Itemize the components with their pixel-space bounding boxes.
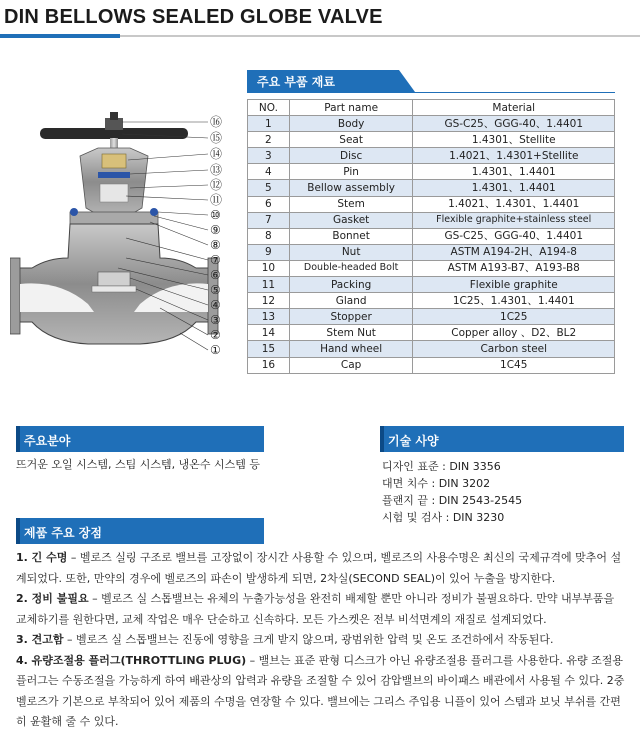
spec-flange-end: 플랜지 끝 : DIN 2543-2545 (382, 494, 523, 507)
part-name: Double-headed Bolt (289, 260, 413, 276)
feature-title: 3. 견고함 (16, 633, 64, 646)
feature-title: 4. 유량조절용 플러그(THROTTLING PLUG) (16, 653, 247, 667)
part-material: 1.4301、1.4401 (413, 180, 615, 196)
part-name: Seat (289, 132, 413, 148)
callout-4: ④ (210, 298, 221, 312)
feature-text: – 벨로즈 실 스톱밸브는 유체의 누출가능성을 완전히 배제할 뿐만 아니라 정비가 불필요하다. 만약 내부부품을 교체하기를 원한다면, 교체 작업은 매우 단순하고 신속하다. 모든 가스켓은 전부 비석면계의 재질로 설계되었다. (16, 592, 615, 626)
applications-text: 뜨거운 오일 시스템, 스팀 시스템, 냉온수 시스템 등 (16, 458, 260, 471)
feature-title: 1. 긴 수명 (16, 551, 68, 564)
feature-item (16, 651, 628, 733)
feature-item (16, 548, 628, 589)
callout-2: ② (210, 328, 221, 342)
row-number: 15 (248, 341, 290, 357)
row-number: 8 (248, 228, 290, 244)
row-number: 3 (248, 148, 290, 164)
row-number: 14 (248, 325, 290, 341)
part-material: 1C45 (413, 357, 615, 373)
callout-8: ⑧ (210, 238, 221, 252)
part-material: GS-C25、GGG-40、1.4401 (413, 228, 615, 244)
row-number: 1 (248, 116, 290, 132)
feature-item (16, 589, 628, 630)
callout-5: ⑤ (210, 283, 221, 297)
row-number: 12 (248, 293, 290, 309)
table-row (248, 180, 615, 196)
column-header-material: Material (413, 100, 615, 116)
part-name: Gland (289, 293, 413, 309)
table-row (248, 132, 615, 148)
disc-shape (98, 272, 130, 286)
column-header-part-name: Part name (289, 100, 413, 116)
part-name: Bonnet (289, 228, 413, 244)
spec-design-standard: 디자인 표준 : DIN 3356 (382, 460, 501, 473)
row-number: 6 (248, 196, 290, 212)
table-row (248, 260, 615, 276)
part-name: Hand wheel (289, 341, 413, 357)
part-material: 1.4021、1.4301+Stellite (413, 148, 615, 164)
row-number: 5 (248, 180, 290, 196)
title-accent-bar (0, 34, 120, 38)
table-row (248, 164, 615, 180)
specs-list (382, 458, 522, 526)
part-material: Copper alloy 、D2、BL2 (413, 325, 615, 341)
callout-12: ⑫ (210, 178, 223, 192)
feature-text: – 벨로즈 실 스톱밸브는 진동에 영향을 크게 받지 않으며, 광범위한 압력 및 온도 조건하에서 작동된다. (63, 633, 554, 646)
part-name: Body (289, 116, 413, 132)
part-material: Flexible graphite+stainless steel (413, 212, 615, 228)
part-name: Nut (289, 244, 413, 260)
parts-material-table (247, 99, 615, 374)
part-material: 1C25、1.4301、1.4401 (413, 293, 615, 309)
part-name: Stem (289, 196, 413, 212)
row-number: 10 (248, 260, 290, 276)
part-name: Stopper (289, 309, 413, 325)
row-number: 13 (248, 309, 290, 325)
part-material: Carbon steel (413, 341, 615, 357)
part-material: ASTM A193-B7、A193-B8 (413, 260, 615, 276)
table-row (248, 148, 615, 164)
table-row (248, 309, 615, 325)
callout-9: ⑨ (210, 223, 221, 237)
callout-16: ⑯ (210, 115, 223, 129)
row-number: 7 (248, 212, 290, 228)
page-title: DIN BELLOWS SEALED GLOBE VALVE (4, 6, 383, 28)
part-name: Bellow assembly (289, 180, 413, 196)
table-row (248, 341, 615, 357)
row-number: 9 (248, 244, 290, 260)
callout-1: ① (210, 343, 221, 357)
spec-face-to-face: 대면 치수 : DIN 3202 (382, 477, 491, 490)
table-row (248, 244, 615, 260)
column-header-no: NO. (248, 100, 290, 116)
part-name: Packing (289, 277, 413, 293)
callout-6: ⑥ (210, 268, 221, 282)
feature-text: – 밸브는 표준 판형 디스크가 아닌 유량조절용 플러그를 사용한다. 유량 조절용 플러그는 수동조절을 가능하게 하여 배관상의 압력과 유량을 조절할 수 있어 감압밸브의 바이패스 배관에서 사용될 수 있다. 2중 벨로즈가 기본으로 부착되어 있어 제품의 수명을 연장할 수 있다. 밸브에는 그리스 주입용 니플이 있어 스템과 보닛 부쉬를 간편히 윤활해 줄 수 있다. (16, 653, 625, 728)
table-row (248, 196, 615, 212)
callout-13: ⑬ (210, 163, 223, 177)
callout-3: ③ (210, 313, 221, 327)
table-row (248, 357, 615, 373)
parts-table-heading: 주요 부품 재료 (247, 70, 399, 92)
table-row (248, 212, 615, 228)
table-row (248, 325, 615, 341)
callout-7: ⑦ (210, 253, 221, 267)
part-material: GS-C25、GGG-40、1.4401 (413, 116, 615, 132)
part-name: Disc (289, 148, 413, 164)
callout-11: ⑪ (210, 193, 223, 207)
part-material: 1.4301、Stellite (413, 132, 615, 148)
part-material: ASTM A194-2H、A194-8 (413, 244, 615, 260)
row-number: 16 (248, 357, 290, 373)
specs-heading: 기술 사양 (380, 426, 624, 452)
part-material: Flexible graphite (413, 277, 615, 293)
table-row (248, 228, 615, 244)
part-material: 1C25 (413, 309, 615, 325)
row-number: 11 (248, 277, 290, 293)
callout-14: ⑭ (210, 147, 223, 161)
table-header-row (248, 100, 615, 116)
features-list (16, 548, 628, 733)
table-row (248, 116, 615, 132)
parts-heading-rule (247, 92, 615, 93)
feature-item (16, 630, 628, 651)
features-heading: 제품 주요 장점 (16, 518, 264, 544)
valve-cross-section-drawing (10, 108, 238, 360)
part-material: 1.4021、1.4301、1.4401 (413, 196, 615, 212)
row-number: 2 (248, 132, 290, 148)
row-number: 4 (248, 164, 290, 180)
part-name: Cap (289, 357, 413, 373)
callout-15: ⑮ (210, 131, 223, 145)
part-name: Gasket (289, 212, 413, 228)
part-name: Pin (289, 164, 413, 180)
feature-title: 2. 정비 불필요 (16, 592, 89, 605)
applications-heading: 주요분야 (16, 426, 264, 452)
part-name: Stem Nut (289, 325, 413, 341)
feature-text: – 벨로즈 실링 구조로 밸브를 고장없이 장시간 사용할 수 있으며, 벨로즈의 사용수명은 최신의 국제규격에 맞추어 설계되었다. 또한, 만약의 경우에 벨로즈의 파손이 발생하게 되면, 2차실(SECOND SEAL)이 있어 누출을 방지한다. (16, 551, 622, 585)
table-row (248, 293, 615, 309)
table-row (248, 277, 615, 293)
spec-testing: 시험 및 검사 : DIN 3230 (382, 511, 505, 524)
callout-10: ⑩ (210, 208, 221, 222)
part-material: 1.4301、1.4401 (413, 164, 615, 180)
